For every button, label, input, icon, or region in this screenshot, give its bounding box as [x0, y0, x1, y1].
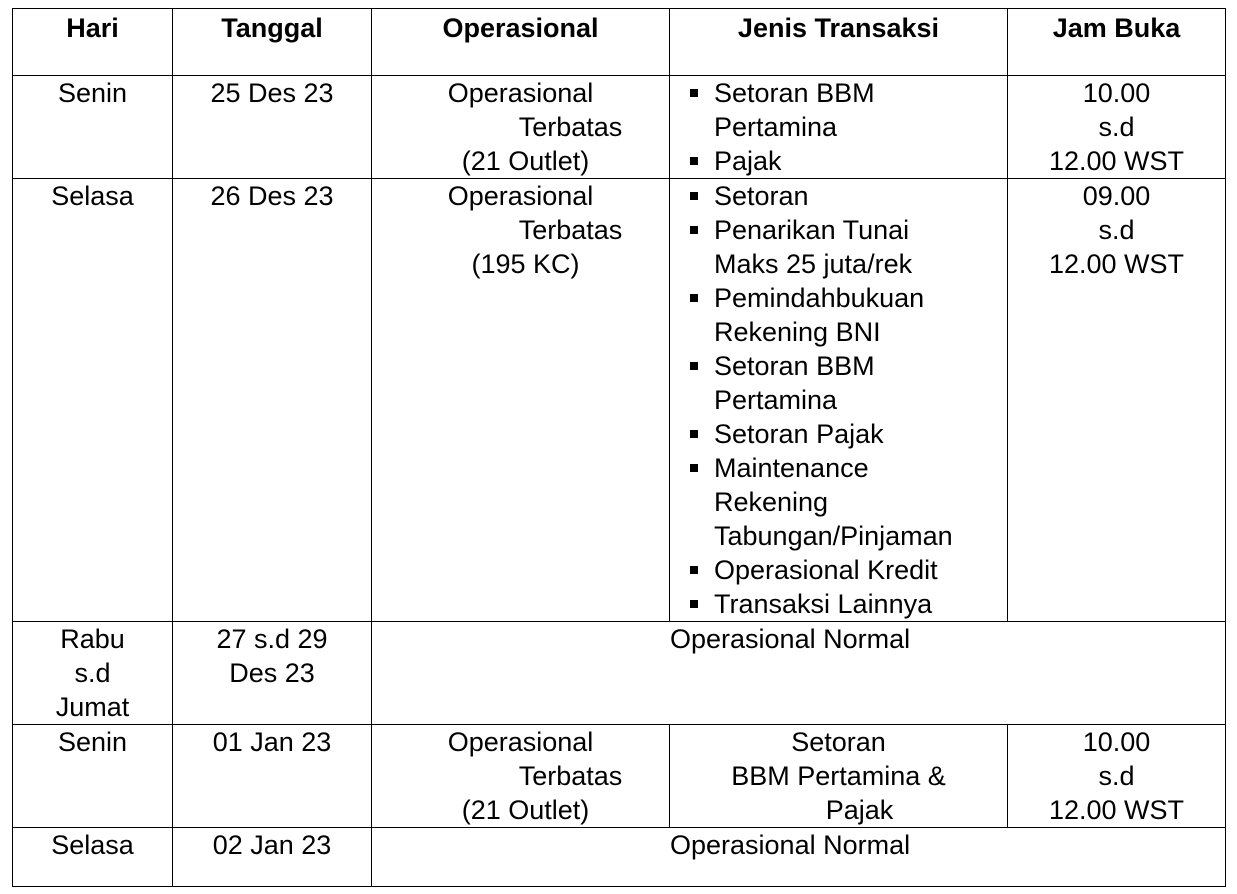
jam-line: s.d: [1098, 215, 1135, 245]
list-item-text: Pemindahbukuan: [714, 283, 925, 313]
list-item-text: Setoran Pajak: [714, 419, 884, 449]
list-item-text: Setoran BBM: [714, 78, 875, 108]
list-item-text: Maintenance: [714, 453, 869, 483]
header-hari: Hari: [13, 9, 173, 76]
list-item-text: Maks 25 juta/rek: [714, 249, 913, 279]
list-item: [688, 587, 1007, 621]
operasional-line: (195 KC): [471, 249, 580, 279]
list-item-text: Operasional Kredit: [714, 555, 938, 585]
hari-text: Senin: [57, 78, 128, 108]
cell-jam-buka: [1008, 725, 1226, 828]
list-item: [688, 451, 1007, 553]
operasional-line: Operasional: [447, 78, 594, 108]
transaksi-list: [670, 179, 1007, 621]
table-row: [13, 622, 1226, 725]
cell-hari: [13, 622, 173, 725]
tanggal-text: 01 Jan 23: [212, 727, 332, 757]
list-item: [688, 76, 1007, 144]
list-item-text: Setoran BBM: [714, 351, 875, 381]
hari-text: Senin: [57, 727, 128, 757]
jam-line: 09.00: [1082, 181, 1151, 211]
jam-line: 12.00 WST: [1048, 795, 1185, 825]
transaksi-list: [670, 76, 1007, 178]
hari-text: Rabu: [60, 624, 125, 654]
tanggal-text: Des 23: [229, 658, 315, 688]
hari-text: s.d: [74, 658, 111, 688]
cell-operasional-normal: Operasional Normal: [372, 622, 1226, 725]
operasional-line: Terbatas: [518, 761, 623, 791]
tanggal-text: 25 Des 23: [210, 78, 334, 108]
tanggal-text: 27 s.d 29: [216, 624, 328, 654]
cell-hari: [13, 179, 173, 622]
list-item: [688, 281, 1007, 349]
cell-tanggal: [173, 725, 372, 828]
jam-line: 10.00: [1082, 727, 1151, 757]
cell-jam-buka: [1008, 76, 1226, 179]
list-item: [688, 144, 1007, 178]
cell-jam-buka: [1008, 179, 1226, 622]
header-jam-buka: Jam Buka: [1008, 9, 1226, 76]
list-item-text: Rekening BNI: [714, 317, 881, 347]
cell-hari: [13, 828, 173, 887]
cell-tanggal: [173, 76, 372, 179]
cell-jenis-transaksi: [670, 76, 1008, 179]
table-row: [13, 76, 1226, 179]
cell-jenis-transaksi: [670, 725, 1008, 828]
list-item-text: Rekening: [714, 487, 829, 517]
operasional-line: Terbatas: [518, 215, 623, 245]
tanggal-text: 02 Jan 23: [212, 830, 332, 860]
list-item-text: Setoran: [714, 181, 809, 211]
list-item: [688, 349, 1007, 417]
schedule-table: [12, 8, 1226, 887]
list-item: [688, 179, 1007, 213]
cell-operasional: [372, 179, 670, 622]
jam-line: 12.00 WST: [1048, 249, 1185, 279]
list-item-text: Pertamina: [714, 112, 838, 142]
cell-hari: [13, 76, 173, 179]
list-item-text: Tabungan/Pinjaman: [714, 521, 953, 551]
jam-line: 12.00 WST: [1048, 146, 1185, 176]
header-operasional: Operasional: [372, 9, 670, 76]
list-item: [688, 553, 1007, 587]
jam-line: s.d: [1098, 761, 1135, 791]
list-item: [688, 213, 1007, 281]
jam-line: s.d: [1098, 112, 1135, 142]
list-item-text: Pertamina: [714, 385, 838, 415]
header-tanggal: Tanggal: [173, 9, 372, 76]
cell-operasional-normal: Operasional Normal: [372, 828, 1226, 887]
cell-operasional: [372, 725, 670, 828]
table-row: [13, 828, 1226, 887]
operasional-line: Operasional: [447, 181, 594, 211]
list-item-text: Pajak: [714, 146, 782, 176]
table-row: [13, 179, 1226, 622]
hari-text: Selasa: [51, 181, 134, 211]
list-item-text: Penarikan Tunai: [714, 215, 910, 245]
list-item-text: Transaksi Lainnya: [714, 589, 933, 619]
cell-tanggal: [173, 622, 372, 725]
hari-text: Selasa: [51, 830, 134, 860]
operasional-line: Terbatas: [518, 112, 623, 142]
cell-jenis-transaksi: [670, 179, 1008, 622]
operasional-line: (21 Outlet): [461, 795, 590, 825]
header-row: [13, 9, 1226, 76]
cell-tanggal: [173, 828, 372, 887]
transaksi-line: BBM Pertamina &: [731, 761, 946, 791]
transaksi-line: Setoran: [791, 727, 886, 757]
operasional-line: Operasional: [447, 727, 594, 757]
list-item: [688, 417, 1007, 451]
transaksi-line: Pajak: [825, 795, 894, 825]
header-jenis-transaksi: Jenis Transaksi: [670, 9, 1008, 76]
jam-line: 10.00: [1082, 78, 1151, 108]
tanggal-text: 26 Des 23: [210, 181, 334, 211]
table-row: [13, 725, 1226, 828]
cell-operasional: [372, 76, 670, 179]
cell-hari: [13, 725, 173, 828]
cell-tanggal: [173, 179, 372, 622]
operasional-line: (21 Outlet): [461, 146, 590, 176]
hari-text: Jumat: [55, 692, 130, 722]
